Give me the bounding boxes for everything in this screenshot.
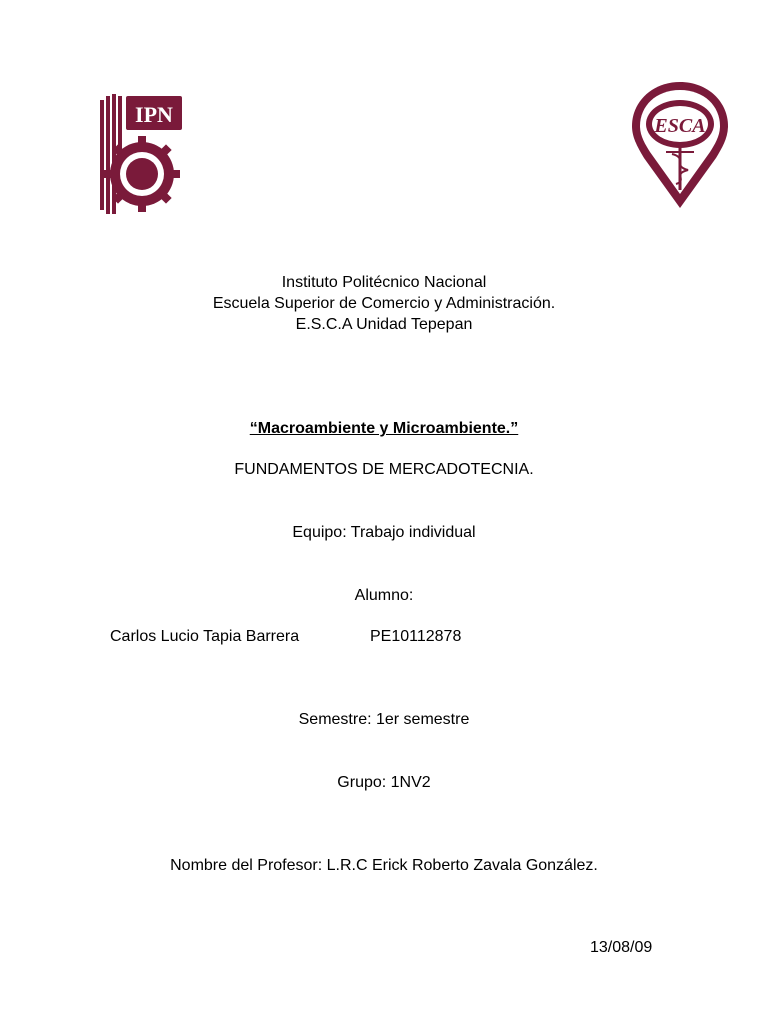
esca-logo	[630, 80, 730, 210]
ipn-logo	[98, 92, 186, 218]
subject-name: FUNDAMENTOS DE MERCADOTECNIA.	[234, 461, 534, 478]
semester-info: Semestre: 1er semestre	[298, 711, 470, 728]
unit-name: E.S.C.A Unidad Tepepan	[295, 316, 473, 333]
institution-name: Instituto Politécnico Nacional	[281, 274, 487, 291]
student-name: Carlos Lucio Tapia Barrera	[110, 628, 300, 645]
document-date: 13/08/09	[590, 939, 653, 956]
esca-logo-text: ESCA	[654, 115, 706, 137]
student-label: Alumno:	[354, 587, 414, 604]
ipn-logo-text: IPN	[135, 102, 173, 127]
student-id: PE10112878	[370, 628, 462, 645]
group-info: Grupo: 1NV2	[337, 774, 431, 791]
professor-info: Nombre del Profesor: L.R.C Erick Roberto Zavala González.	[170, 857, 598, 874]
team-info: Equipo: Trabajo individual	[292, 524, 476, 541]
school-name: Escuela Superior de Comercio y Administración.	[212, 295, 556, 312]
document-title: “Macroambiente y Microambiente.”	[249, 420, 519, 437]
